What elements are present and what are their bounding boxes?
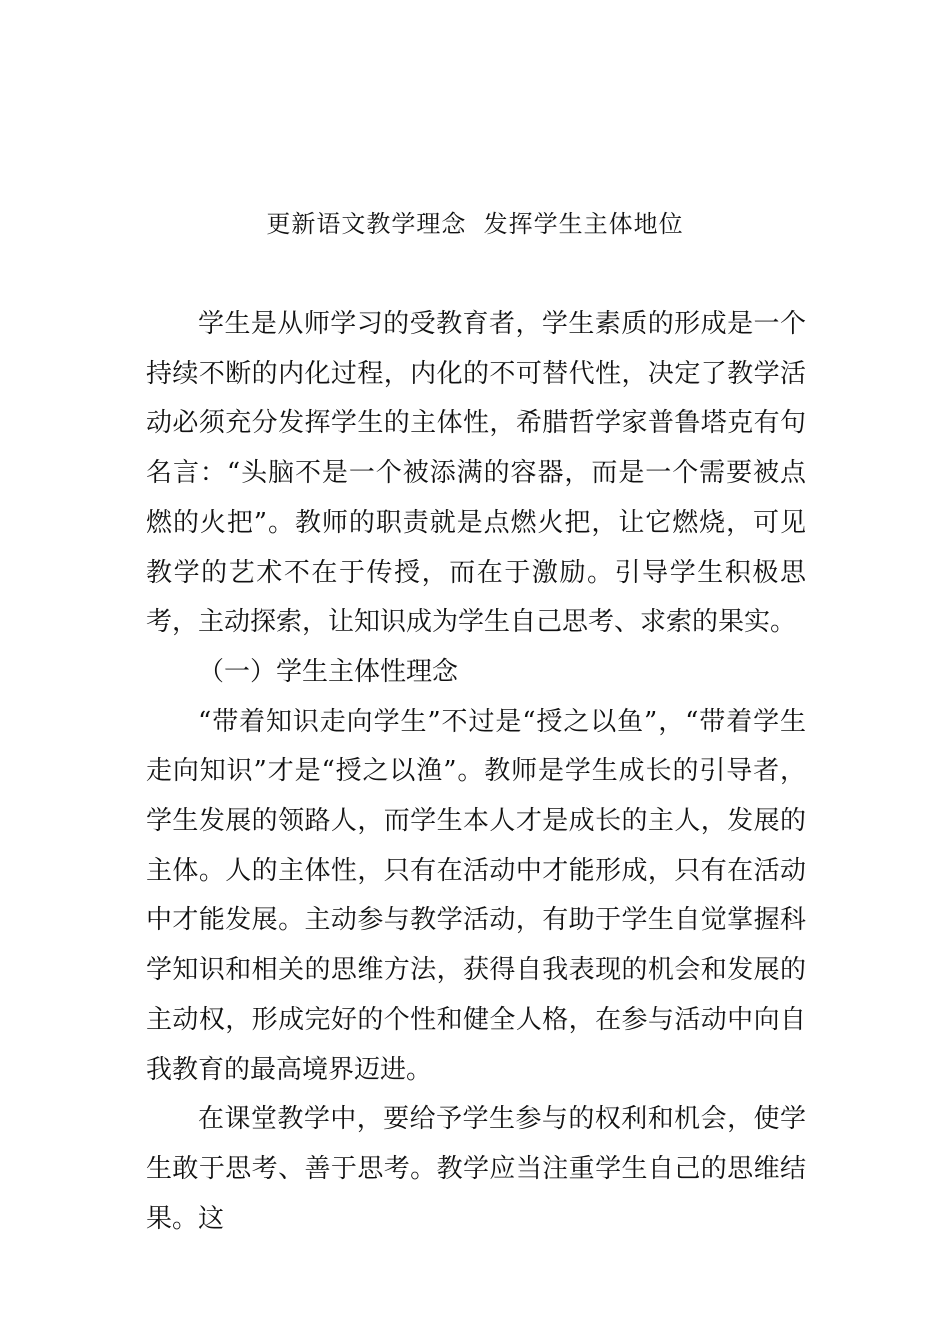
section-heading: （一）学生主体性理念 — [198, 656, 459, 687]
paragraph-intro: 学生是从师学习的受教育者，学生素质的形成是一个持续不断的内化过程，内化的不可替代性，决定了教学活动必须充分发挥学生的主体性，希腊哲学家普鲁塔克有句名言：“头脑不是一个被添满的容器，而是一个需要被点燃的火把”。教师的职责就是点燃火把，让它燃烧，可见教学的艺术不在于传授，而在于激励。引导学生积极思考，主动探索，让知识成为学生自己思考、求索的果实。 — [146, 309, 806, 638]
paragraph-classroom: 在课堂教学中，要给予学生参与的权利和机会，使学生敢于思考、善于思考。教学应当注重学生自己的思维结果。这 — [146, 1104, 806, 1234]
document-title: 更新语文教学理念 发挥学生主体地位 — [266, 210, 684, 238]
paragraph-student-subject: “带着知识走向学生”不过是“授之以鱼”，“带着学生走向知识”才是“授之以渔”。教师是学生成长的引导者，学生发展的领路人，而学生本人才是成长的主人，发展的主体。人的主体性，只有在活动中才能形成，只有在活动中才能发展。主动参与教学活动，有助于学生自觉掌握科学知识和相关的思维方法，获得自我表现的机会和发展的主动权，形成完好的个性和健全人格，在参与活动中向自我教育的最高境界迈进。 — [146, 706, 806, 1085]
document-body — [146, 300, 806, 1244]
